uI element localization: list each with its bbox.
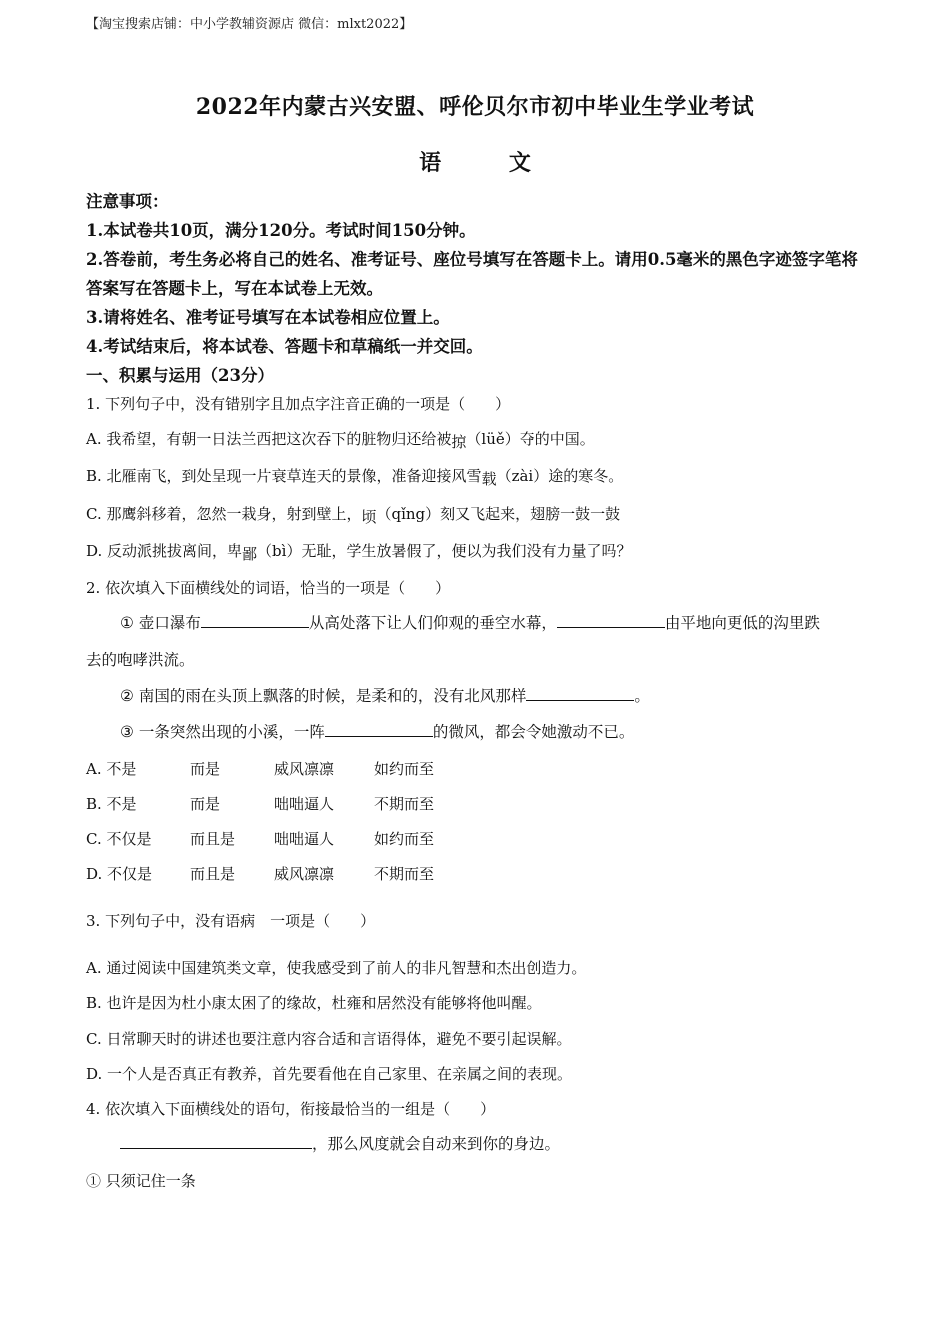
q1-option-b [86,466,868,486]
q1-a-rest: （lüě）夺的中国。 [466,430,595,448]
q4-item-1: ① 只须记住一条 [86,1172,196,1190]
q2-d-word-2: 而且是 [190,865,236,883]
q2-s1-part-c: 由平地向更低的沟里跌 [664,614,820,632]
q2-s1-part-b: 从高处落下让人们仰观的垂空水幕， [308,614,557,632]
q1-c-rest: （qǐng）刻又飞起来，翅膀一鼓一鼓 [376,505,621,523]
q2-option-a [86,759,868,779]
q1-a-char: 掠 [451,433,467,451]
q1-b-rest: （zài）途的寒冬。 [496,467,624,485]
q2-a-word-3: 威风凛凛 [274,760,335,778]
q2-d-word-3: 威风凛凛 [274,865,335,883]
q1-b-char: 载 [481,470,497,488]
q4-sentence [120,1134,870,1154]
exam-subject: 语 文 [419,150,561,176]
q1-a-text: A. 我希望，有朝一日法兰西把这次吞下的脏物归还给被 [86,430,452,448]
q3-option-b: B. 也许是因为杜小康太困了的缘故，杜雍和居然没有能够将他叫醒。 [86,994,542,1012]
q2-d-word-4: 不期而至 [374,865,435,883]
q2-c-word-1: C. 不仅是 [86,830,152,848]
q2-c-word-4: 如约而至 [374,830,435,848]
q2-sentence-1-cont: 去的咆哮洪流。 [86,651,195,669]
q2-s3-part-a: ③ 一条突然出现的小溪，一阵 [120,723,325,741]
q2-b-word-3: 咄咄逼人 [274,795,335,813]
notes-heading: 注意事项： [86,192,169,211]
q4-stem: 4. 依次填入下面横线处的语句，衔接最恰当的一组是（ ） [86,1100,496,1118]
q3-option-c: C. 日常聊天时的讲述也要注意内容合适和言语得体，避免不要引起误解。 [86,1030,572,1048]
exam-title: 2022年内蒙古兴安盟、呼伦贝尔市初中毕业生学业考试 [195,94,755,120]
q2-s3-part-b: 的微风，都会令她激动不已。 [432,723,635,741]
q2-blank-3[interactable] [526,686,634,701]
q4-sentence-text: ，那么风度就会自动来到你的身边。 [312,1135,561,1153]
q2-sentence-2 [120,686,870,706]
note-item-4: 4.考试结束后，将本试卷、答题卡和草稿纸一并交回。 [86,337,483,356]
q2-b-word-1: B. 不是 [86,795,137,813]
q2-option-b [86,794,868,814]
q2-sentence-3 [120,722,870,742]
q2-c-word-3: 咄咄逼人 [274,830,335,848]
q2-blank-2[interactable] [557,613,665,628]
q1-d-char: 鄙 [242,545,258,563]
q1-stem: 1. 下列句子中，没有错别字且加点字注音正确的一项是（ ） [86,395,511,413]
q2-b-word-2: 而是 [190,795,221,813]
note-item-3: 3.请将姓名、准考证号填写在本试卷相应位置上。 [86,308,450,327]
q1-option-a [86,429,868,449]
q2-blank-4[interactable] [325,722,433,737]
q2-stem: 2. 依次填入下面横线处的词语，恰当的一项是（ ） [86,579,451,597]
q2-s1-part-a: ① 壶口瀑布 [120,614,201,632]
q1-option-d [86,541,868,561]
q2-b-word-4: 不期而至 [374,795,435,813]
section-heading: 一、积累与运用（23分） [86,366,274,385]
q2-a-word-2: 而是 [190,760,221,778]
q1-c-char: 顷 [361,508,377,526]
q2-blank-1[interactable] [201,613,309,628]
q1-d-text: D. 反动派挑拔离间，卑 [86,542,243,560]
q1-b-text: B. 北雁南飞，到处呈现一片衰草连天的景像，准备迎接风雪 [86,467,482,485]
q2-s2-part-a: ② 南国的雨在头顶上飘落的时候，是柔和的，没有北风那样 [120,687,527,705]
q3-stem: 3. 下列句子中，没有语病 一项是（ ） [86,912,376,930]
note-item-2: 2.答卷前，考生务必将自己的姓名、准考证号、座位号填写在答题卡上。请用0.5毫米的黑色字迹签字笔将答案写在答题卡上，写在本试卷上无效。 [86,250,858,298]
q4-blank[interactable] [120,1134,312,1149]
q1-option-c [86,504,868,524]
q2-a-word-4: 如约而至 [374,760,435,778]
q2-s2-part-b: 。 [634,687,650,705]
q2-c-word-2: 而且是 [190,830,236,848]
q1-d-rest: （bì）无耻，学生放暑假了，便以为我们没有力量了吗？ [257,542,632,560]
note-item-1: 1.本试卷共10页，满分120分。考试时间150分钟。 [86,221,476,240]
q3-option-a: A. 通过阅读中国建筑类文章，使我感受到了前人的非凡智慧和杰出创造力。 [86,959,587,977]
q2-option-d [86,864,868,884]
q2-option-c [86,829,868,849]
q1-c-text: C. 那鹰斜移着，忽然一栽身，射到壁上， [86,505,362,523]
q2-d-word-1: D. 不仅是 [86,865,153,883]
q2-sentence-1 [120,613,870,633]
shop-watermark-line: 【淘宝搜索店铺：中小学教辅资源店 微信：mlxt2022】 [86,17,413,32]
q2-a-word-1: A. 不是 [86,760,137,778]
q3-option-d: D. 一个人是否真正有教养，首先要看他在自己家里、在亲属之间的表现。 [86,1065,573,1083]
